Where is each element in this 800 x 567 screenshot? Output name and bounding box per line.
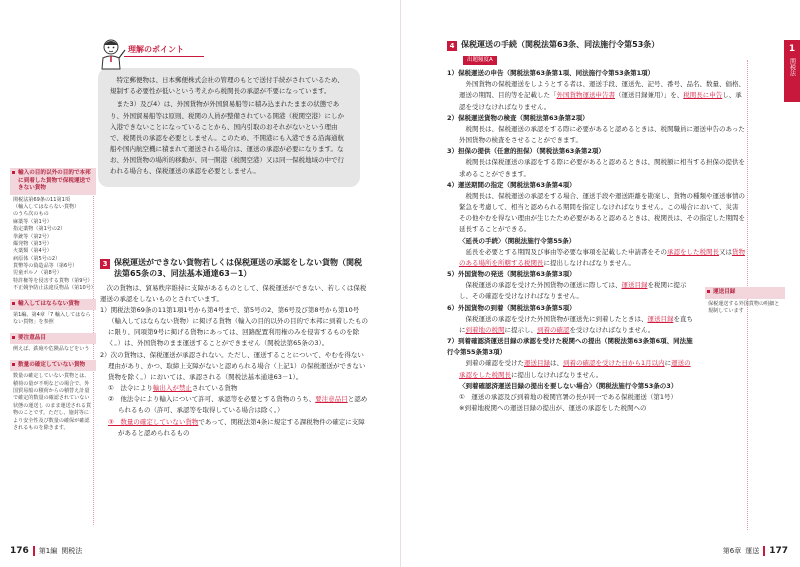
- tab-label: 関税法: [788, 58, 796, 76]
- item-3-body: 税関長は保税運送の承認をする際に必要があると認めるときは、関税額に相当する担保の提供を求めることができます。: [459, 158, 745, 178]
- item-7-body: [447, 358, 745, 380]
- point-header: [98, 40, 360, 68]
- highlight: 貨物のある場所を所轄する税関長: [459, 247, 745, 267]
- item-5-body: [447, 280, 745, 302]
- highlight: ③ 数量の確定していない貨物: [108, 417, 199, 426]
- text: に提出しなければなりません。: [543, 258, 635, 267]
- highlight: 税関長に申告: [683, 91, 723, 100]
- note-line: 火薬類（第4号）: [13, 248, 52, 255]
- margin-note-title: 輸入の目的以外の目的で本邦に到着した貨物で保税運送できない貨物: [10, 168, 96, 195]
- highlight: 到着地の税関: [465, 325, 505, 334]
- highlight: 運送の承認をした税関長: [459, 359, 691, 379]
- list-item-1: 1）関税法第69条の11第1項1号から第4号まで、第5号の2、第6号及び第8号から第10号（輸入してはならない貨物）に掲げる貨物（輸入の目的以外の目的で本邦に到着したものに限り、同項第9号に掲げる貨物にあっては、回路配置利用権のみを侵害するものを除く。）は、外国貨物のまま運送することができません（関税法第65条の3）。: [100, 305, 368, 348]
- side-note-body: [705, 299, 786, 316]
- note-line: のまま運送される貨物のことです。ただし、施封等により安全性及び数量の確保が確認されるものを除きます。: [13, 402, 92, 431]
- item-4-extension-title: 〈延長の手続〉（関税法施行令第55条）: [459, 236, 576, 245]
- note-line: 指定薬物（第1号の2）: [13, 226, 66, 233]
- highlight: 運送目録: [647, 314, 674, 323]
- text: に提出しなければなりません。: [511, 370, 603, 379]
- footer-title: 関税法: [61, 547, 83, 555]
- section-number: 4: [447, 41, 457, 51]
- note-line: 関税法第69条の11第1項: [13, 196, 70, 203]
- highlight: 輸出入が禁止: [152, 384, 192, 393]
- right-main-text: [447, 40, 745, 414]
- text: ② 他法令により輸入について許可、承認等を必要とする貨物のうち、: [108, 395, 316, 404]
- margin-note-caution-items: [10, 333, 96, 354]
- highlight: 外国貨物運送申告書: [556, 91, 615, 100]
- chapter-tab[interactable]: [784, 40, 800, 102]
- point-title: 理解のポイント: [124, 44, 204, 57]
- text: と認められるもの（許可、承認等を取得している場合は除く。）: [118, 395, 368, 415]
- side-note-title: 運送目録: [705, 287, 785, 299]
- text: を税関に提示し、その確認を受けなければなりません。: [459, 281, 687, 301]
- item-2-head: 2）保税運送貨物の検査（関税法第63条第2項）: [447, 113, 589, 122]
- note-line: 保税運送する外国貨物の明細と規制しています: [708, 300, 780, 314]
- margin-note-title: 要注意品目: [10, 333, 96, 345]
- item-7-exception-1: ① 運送の承認及び到着地の税関官署の長が同一である保税運送（第1号）: [459, 392, 677, 401]
- right-footer: [723, 546, 788, 556]
- item-1-body: [447, 79, 745, 113]
- note-line: 爆発物（第3号）: [13, 240, 52, 247]
- item-4-body: 税関長は、保税運送の承認をする場合、運送手段や運送距離を勘案し、貨物の種類や運送事情の緊急を考慮して、相当と認められる期間を指定しなければなりません。この場合において、災害その他やむを得ない理由が生じたため必要があると認めるときは、税関長は、その指定した期間を延長することができる。: [459, 191, 745, 234]
- highlight: 運送目録: [524, 359, 550, 368]
- text: 外国貨物の保税運送をしようとする者は、運送手段、運送先、記号、番号、品名、数量、価格、運送の期間、目的等を記載した「: [459, 80, 745, 100]
- item-7-exception-title: 〈到着確認済運送目録の提出を要しない場合〉（関税法施行令第53条の3）: [459, 381, 678, 390]
- left-main-text: [100, 258, 368, 439]
- text: されている貨物: [191, 384, 238, 393]
- frequency-badge: 出題頻度A: [463, 56, 497, 65]
- item-3-head: 3）担保の提供（任意的担保）（関税法第63条第2項）: [447, 147, 605, 156]
- item-5-head: 5）外国貨物の発送（関税法第63条第3項）: [447, 270, 576, 279]
- margin-note-body: [10, 310, 96, 327]
- sub-item-1: [100, 383, 368, 394]
- text: 又は: [719, 247, 732, 256]
- item-4-head: 4）運送期間の指定（関税法第63条第4項）: [447, 180, 576, 189]
- text: 保税運送の承認を受けた外国貨物が運送先に到着したときは、: [465, 314, 648, 323]
- margin-note-body: [10, 344, 96, 353]
- point-paragraph-1: 特定郵便物は、日本郵便株式会社の管理のもとで送付手続がされているため、規制する必要性が低いという考えから税関長の承認が不要になっています。: [110, 76, 344, 96]
- margin-note-body: [10, 195, 96, 293]
- footer-chapter: 第6章: [722, 547, 742, 555]
- sub-item-2: [100, 394, 368, 416]
- margin-notes: [10, 168, 96, 438]
- item-6-body: [447, 314, 745, 336]
- text: を直ちに: [459, 314, 693, 334]
- note-line: （輸入してはならない貨物）: [13, 204, 80, 211]
- section-number: 3: [100, 259, 110, 269]
- note-line: 例えば、鉄砲や危険品などをいう: [13, 346, 90, 353]
- point-body: [98, 68, 360, 187]
- page-number: 176: [10, 546, 29, 556]
- right-page: [400, 0, 800, 567]
- text: に: [664, 359, 672, 368]
- note-line: 特許権等を侵害する貨物（第9号）: [13, 277, 93, 284]
- text: は、: [550, 359, 563, 368]
- tab-number: 1: [788, 44, 796, 54]
- note-line: 第1編、第4章「7 輸入してはならない貨物」を参照: [13, 312, 91, 326]
- item-4-extension-body: [447, 247, 745, 269]
- note-line: のうち次のもの: [13, 211, 49, 218]
- section-title: 保税運送ができない貨物若しくは保税運送の承認をしない貨物（関税法第65条の3、同法基本通達63－1）: [114, 258, 362, 278]
- margin-note-title: 数量の確定していない貨物: [10, 360, 96, 372]
- note-line: 不正競争防止法違反物品（第10号）: [13, 285, 96, 292]
- margin-note-import-prohibited: [10, 299, 96, 327]
- margin-note-title: 輸入してはならない貨物: [10, 299, 96, 311]
- margin-note-prohibited-transport: [10, 168, 96, 293]
- note-line: 児童ポルノ（第8号）: [13, 270, 62, 277]
- item-7-exception-note: ※到着地税関への運送目録の提出が、運送の承認をした税関への: [459, 404, 647, 413]
- note-line: 数量の確定していない貨物とは、積荷の量が不明などの場合で、外国貿易船の積荷からの積替え計量で確定的数量の確認されていない状態の運送し: [13, 373, 90, 409]
- section-intro: 次の貨物は、貿易秩序維持に支障があるものとして、保税運送ができない、若しくは保税運送の承認をしないものとされています。: [100, 283, 367, 303]
- highlight: 要注意品目: [315, 395, 348, 404]
- highlight: 承認をした税関長: [667, 247, 719, 256]
- text: 到着の確認を受けた: [465, 359, 524, 368]
- footer-title: 運送: [745, 547, 760, 555]
- margin-note-unconfirmed-quantity: [10, 360, 96, 433]
- understanding-point-box: [98, 40, 360, 187]
- page-number: 177: [769, 546, 788, 556]
- footer-part: 第1編: [38, 547, 58, 555]
- section-4-heading: [447, 40, 745, 51]
- note-line: 麻薬等（第1号）: [13, 218, 52, 225]
- item-7-head: 7）到着確認済運送目録の承認を受けた税関への提出（関税法第63条第6項、同法施行令第55条第3項）: [447, 337, 693, 357]
- note-line: 病原体（第5号の2）: [13, 255, 61, 262]
- text: （運送目録兼用）」を、: [615, 91, 684, 100]
- footer-bar: [33, 546, 35, 556]
- point-paragraph-2: また3）及び4）は、外国貨物が外国貿易船等に積み込まれたままの状態であり、外国貿易船等は原則、税関の人員が整備されている開港（税関空港）にしか入港できないことになっていることから、国内引取のおそれがないという理由で、税関長の承認を必要としません。このため、不開港にも入港できる沿海通航船や国内航空機に積まれて運送される場合は、運送の承認が必要になります。なお、外国貨物の場所的移動が、同一開港（税関空港）又は同一保税地域の中で行われる場合も、保税運送の承認を必要としません。: [110, 100, 344, 176]
- text: を受けなければなりません。: [569, 325, 655, 334]
- text: 保税運送の承認を受けた外国貨物の運送に際しては、: [465, 281, 622, 290]
- sub-item-3: [100, 417, 368, 439]
- text: 延長を必要とする期間及び事由等必要な事項を記載した申請書をその: [465, 247, 667, 256]
- side-note-transport-list: [705, 287, 785, 315]
- margin-note-body: [10, 371, 96, 432]
- item-1-head: 1）保税運送の申告（関税法第63条第1項、同法施行令第53条第1項）: [447, 69, 655, 77]
- item-6-head: 6）外国貨物の到着（関税法第63条第5項）: [447, 303, 576, 312]
- highlight: 到着の確認: [537, 325, 570, 334]
- list-item-2: 2）次の貨物は、保税運送が承認されない。ただし、運送することについて、やむを得ない理由があり、かつ、取締上支障がないと認められる場合（上記1）の保税運送ができない貨物を除く。）においては、承認される（関税法基本通達63－1）。: [100, 350, 366, 381]
- section-3-heading: [100, 258, 368, 280]
- left-footer: [10, 546, 82, 556]
- highlight: 到着の確認を受けた日から1月以内: [563, 359, 665, 368]
- section-title: 保税運送の手続（関税法第63条、同法施行令第53条）: [461, 40, 660, 49]
- highlight: 運送目録: [621, 281, 648, 290]
- note-line: 拳銃等（第2号）: [13, 233, 52, 240]
- footer-bar: [763, 546, 765, 556]
- item-2-body: 税関長は、保税運送の承認をする際に必要があると認めるときは、税関職員に運送申告のあった外国貨物の検査をさせることができます。: [459, 124, 745, 145]
- text: に提示し、: [504, 325, 537, 334]
- text: ① 法令により: [108, 384, 153, 393]
- text: であって、関税法第4条に規定する課税物件の確定に支障があると認められるもの: [118, 417, 365, 437]
- text: し、承認を受けなければなりません。: [459, 91, 742, 111]
- note-line: 貨幣等の偽造品等（第6号）: [13, 263, 78, 270]
